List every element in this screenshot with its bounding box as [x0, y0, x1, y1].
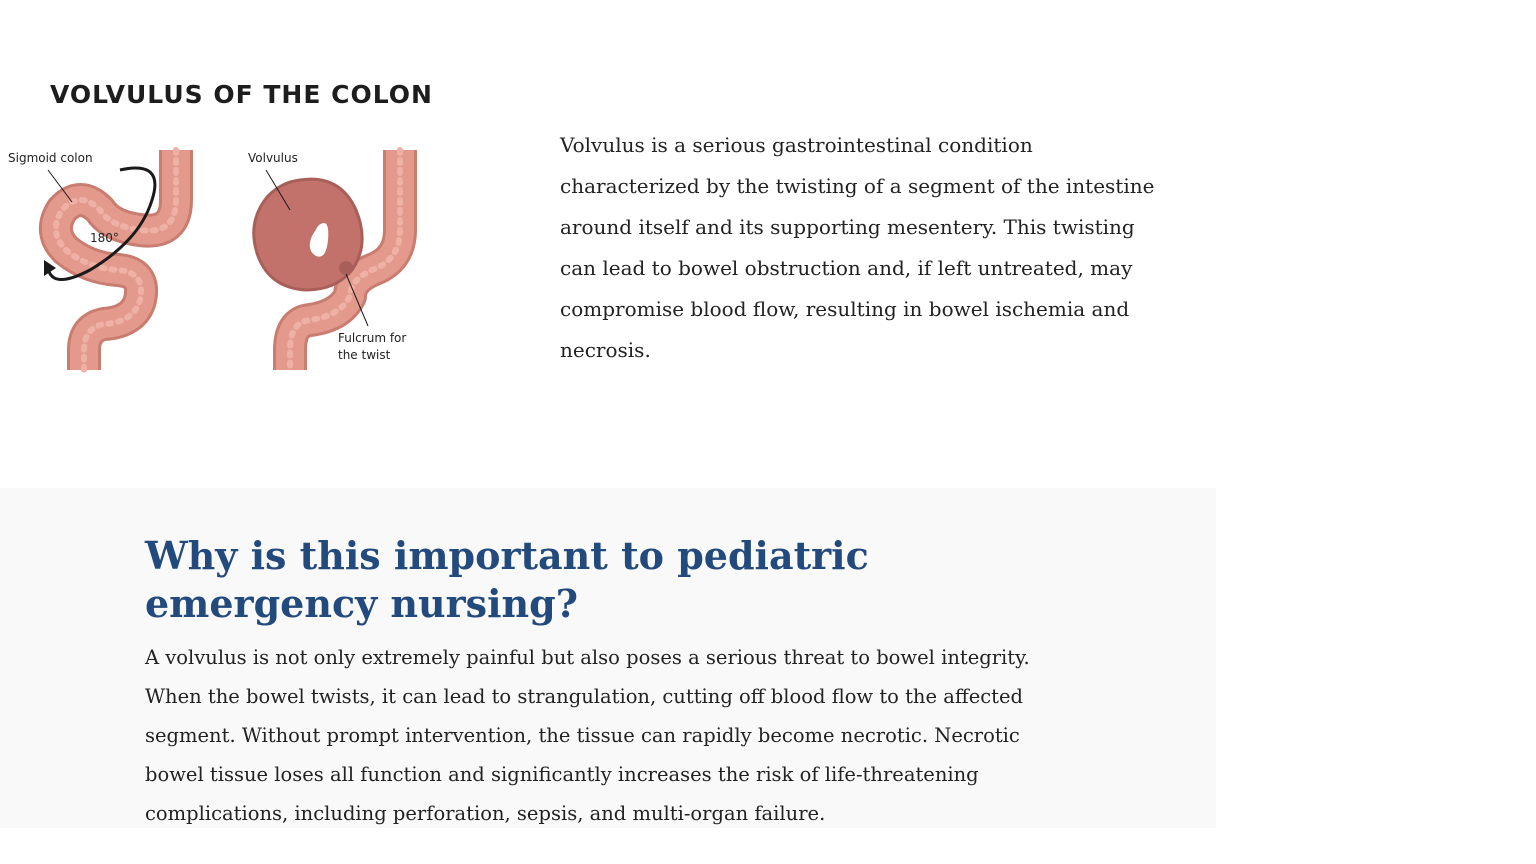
volvulus-illustration: [0, 140, 430, 380]
volvulus-figure: [0, 70, 433, 380]
twist-knot: [339, 261, 353, 275]
importance-section: [0, 488, 1216, 828]
section-heading: Why is this important to pediatric emergency nursing?: [145, 533, 869, 626]
section-body-paragraph: A volvulus is not only extremely painful but also poses a serious threat to bowel integrity. When the bowel twists, it can lead to strangulation, cutting off blood flow to the affected segment. Without prompt intervention, the tissue can rapidly become necrotic. Necrotic bowel tissue loses all function and significantly increases the risk of life-threatening complications, including perforation, sepsis, and multi-organ failure.: [145, 646, 1030, 825]
fulcrum-label-line1: Fulcrum for: [338, 331, 407, 345]
fulcrum-label-line2: the twist: [338, 348, 391, 362]
rotation-label: 180°: [90, 231, 119, 245]
figure-title: VOLVULUS OF THE COLON: [50, 80, 433, 109]
intro-paragraph: Volvulus is a serious gastrointestinal condition characterized by the twisting of a segment of the intestine around itself and its supporting mesentery. This twisting can lead to bowel obstruction and, if left untreated, may compromise blood flow, resulting in bowel ischemia and necrosis.: [560, 133, 1155, 362]
intro-section: [0, 0, 1216, 488]
sigmoid-colon-label: Sigmoid colon: [8, 151, 93, 165]
volvulus-label: Volvulus: [248, 151, 298, 165]
sigmoid-colon-drawing: [56, 150, 176, 370]
